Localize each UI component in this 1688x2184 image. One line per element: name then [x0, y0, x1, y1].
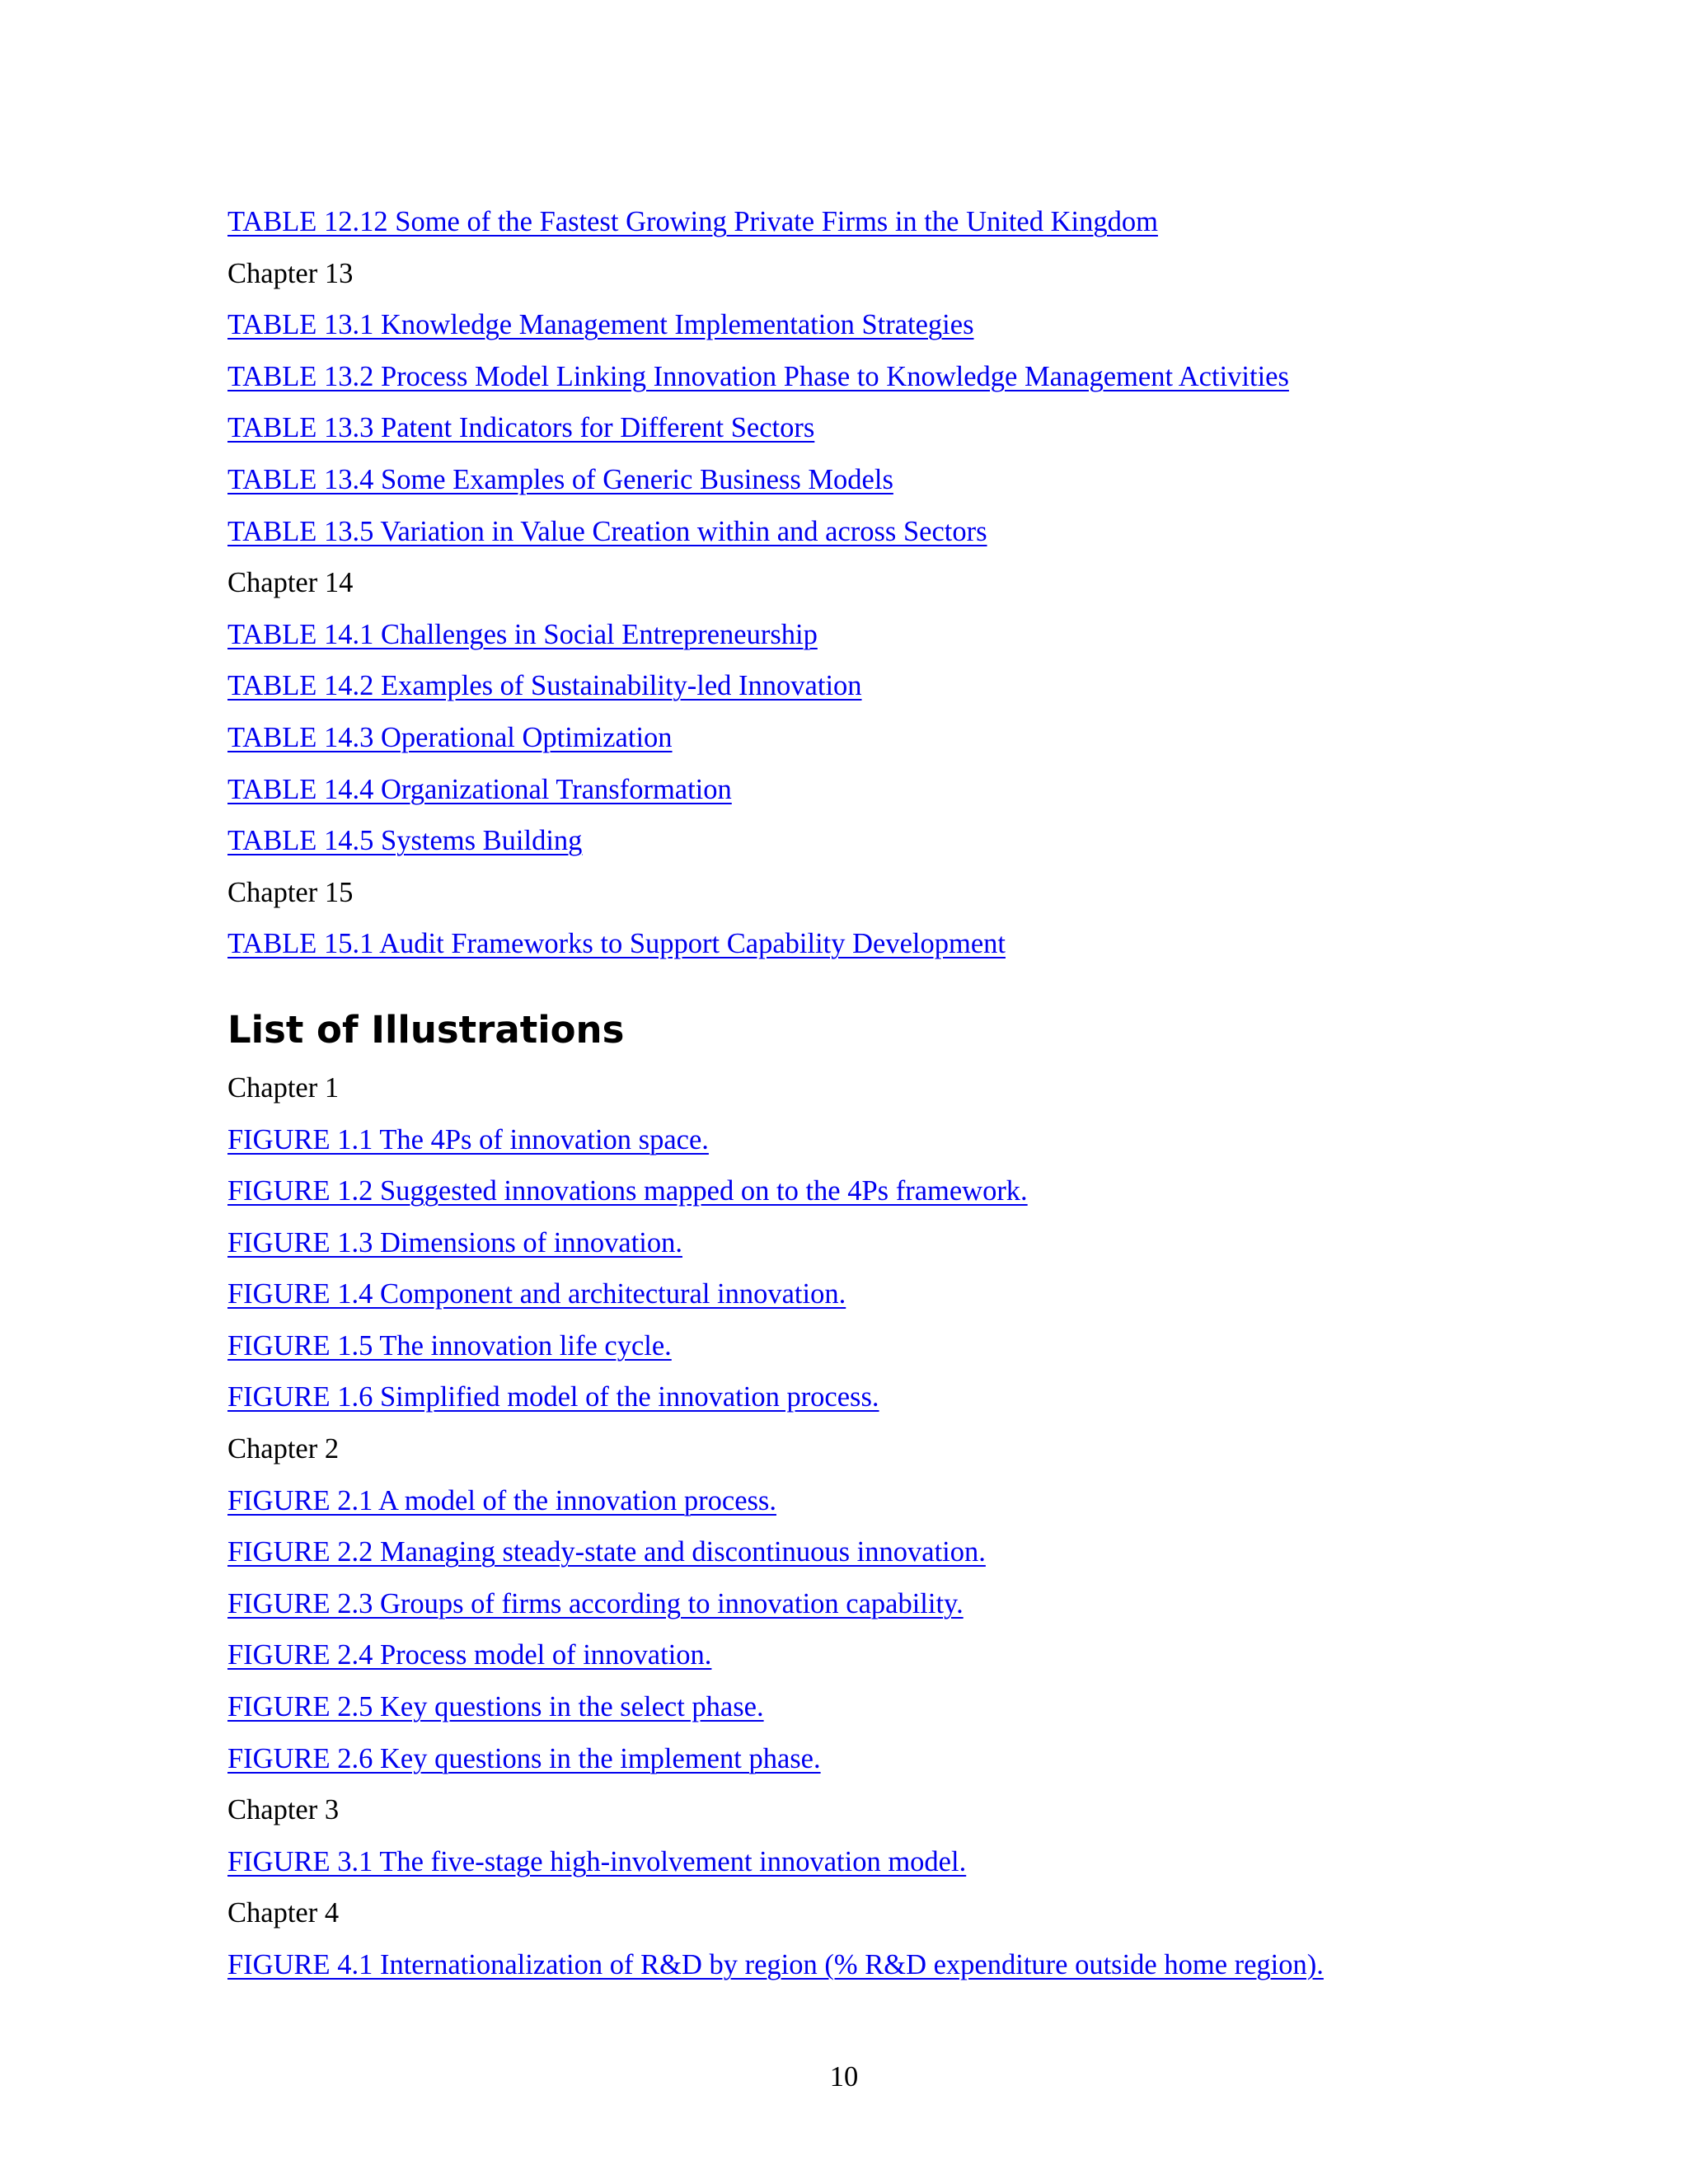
figure-entry-link[interactable]: FIGURE 1.6 Simplified model of the innovation process.: [227, 1381, 879, 1413]
figure-entry-link[interactable]: FIGURE 1.3 Dimensions of innovation.: [227, 1226, 682, 1258]
list-of-tables-continued: [227, 196, 1513, 970]
figure-entry-link[interactable]: FIGURE 1.2 Suggested innovations mapped on to the 4Ps framework.: [227, 1175, 1028, 1207]
figure-entry-link[interactable]: FIGURE 2.3 Groups of firms according to innovation capability.: [227, 1587, 964, 1619]
figure-chapter-heading: Chapter 2: [227, 1433, 340, 1465]
figure-entry-link[interactable]: FIGURE 1.4 Component and architectural innovation.: [227, 1278, 846, 1310]
table-entry: [227, 299, 1513, 351]
table-entry-link[interactable]: TABLE 15.1 Audit Frameworks to Support Capability Development: [227, 928, 1006, 960]
figure-entry-link[interactable]: FIGURE 4.1 Internationalization of R&D by region (% R&D expenditure outside home region).: [227, 1949, 1324, 1980]
figure-chapter-heading: Chapter 4: [227, 1897, 340, 1929]
table-entry-link[interactable]: TABLE 13.2 Process Model Linking Innovation Phase to Knowledge Management Activities: [227, 360, 1289, 392]
figure-chapter-heading: Chapter 3: [227, 1794, 340, 1826]
table-entry-link[interactable]: TABLE 14.3 Operational Optimization: [227, 721, 673, 753]
table-entry-link[interactable]: TABLE 14.1 Challenges in Social Entrepreneurship: [227, 618, 818, 650]
table-entry: [227, 454, 1513, 506]
table-entry-link[interactable]: TABLE 13.5 Variation in Value Creation within and across Sectors: [227, 515, 987, 547]
figure-entry: [227, 1268, 1513, 1320]
table-entry-link[interactable]: TABLE 13.1 Knowledge Management Implementation Strategies: [227, 309, 974, 341]
list-of-illustrations: [227, 1062, 1513, 1991]
figure-entry-link[interactable]: FIGURE 3.1 The five-stage high-involvement innovation model.: [227, 1845, 967, 1877]
figure-chapter-heading: Chapter 1: [227, 1071, 340, 1104]
figure-entry-link[interactable]: FIGURE 2.5 Key questions in the select phase.: [227, 1691, 764, 1723]
table-entry: [227, 196, 1513, 248]
figure-entry-link[interactable]: FIGURE 2.2 Managing steady-state and discontinuous innovation.: [227, 1536, 986, 1568]
figure-entry-link[interactable]: FIGURE 2.4 Process model of innovation.: [227, 1639, 712, 1671]
figure-entry: [227, 1475, 1513, 1527]
figure-entry: [227, 1629, 1513, 1681]
figure-entry: [227, 1320, 1513, 1372]
table-entry: [227, 764, 1513, 816]
table-entry: [227, 815, 1513, 867]
figure-entry: [227, 1578, 1513, 1630]
figure-entry: [227, 1939, 1513, 1991]
table-chapter-heading: Chapter 14: [227, 567, 354, 599]
figure-entry-link[interactable]: FIGURE 1.1 The 4Ps of innovation space.: [227, 1123, 709, 1155]
table-entry-link[interactable]: TABLE 14.2 Examples of Sustainability-led Innovation: [227, 670, 862, 702]
document-body: [227, 196, 1513, 1991]
table-entry-link[interactable]: TABLE 12.12 Some of the Fastest Growing Private Firms in the United Kingdom: [227, 206, 1158, 237]
figure-entry: [227, 1733, 1513, 1785]
table-chapter-heading: Chapter 13: [227, 257, 354, 289]
table-entry: [227, 660, 1513, 712]
figure-entry-link[interactable]: FIGURE 1.5 The innovation life cycle.: [227, 1329, 672, 1361]
table-entry-link[interactable]: TABLE 14.5 Systems Building: [227, 825, 583, 857]
table-entry: [227, 609, 1513, 661]
table-entry: [227, 712, 1513, 764]
figure-entry: [227, 1114, 1513, 1166]
figure-entry: [227, 1165, 1513, 1217]
table-entry: [227, 918, 1513, 970]
table-entry: [227, 351, 1513, 403]
list-of-illustrations-heading: List of Illustrations: [227, 1007, 625, 1052]
table-entry-link[interactable]: TABLE 13.3 Patent Indicators for Different Sectors: [227, 412, 815, 444]
table-entry-link[interactable]: TABLE 14.4 Organizational Transformation: [227, 773, 732, 805]
table-entry: [227, 506, 1513, 558]
figure-entry: [227, 1526, 1513, 1578]
page-number: 10: [829, 2061, 859, 2093]
figure-entry-link[interactable]: FIGURE 2.6 Key questions in the implement phase.: [227, 1742, 821, 1774]
figure-entry: [227, 1217, 1513, 1269]
figure-entry: [227, 1836, 1513, 1888]
figure-entry: [227, 1681, 1513, 1733]
figure-entry: [227, 1371, 1513, 1423]
table-entry: [227, 402, 1513, 454]
table-entry-link[interactable]: TABLE 13.4 Some Examples of Generic Business Models: [227, 463, 893, 495]
table-chapter-heading: Chapter 15: [227, 876, 354, 908]
figure-entry-link[interactable]: FIGURE 2.1 A model of the innovation process.: [227, 1484, 776, 1516]
